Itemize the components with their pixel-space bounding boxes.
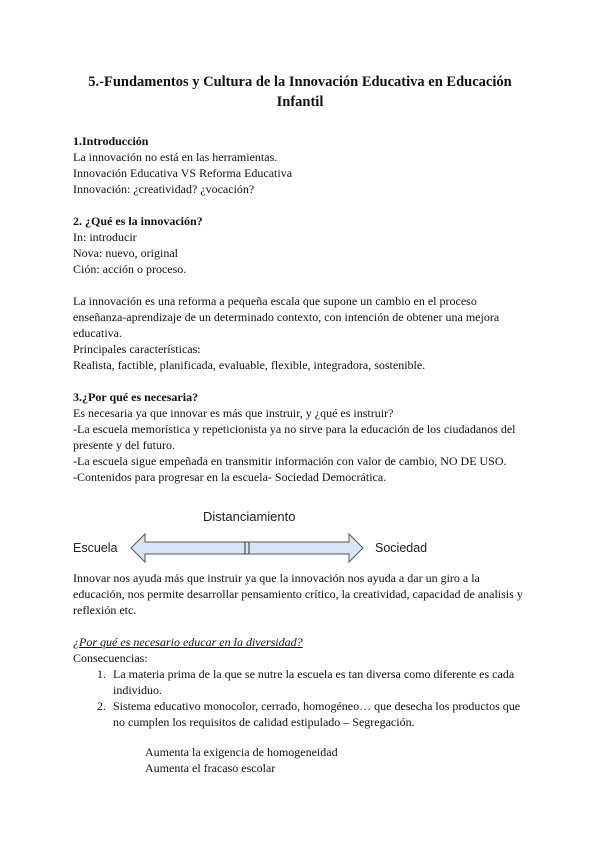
double-arrow-icon bbox=[129, 531, 365, 565]
text-line: Ción: acción o proceso. bbox=[73, 262, 187, 276]
diagram-left-label: Escuela bbox=[73, 541, 118, 555]
effect-line: Aumenta la exigencia de homogeneidad bbox=[145, 745, 338, 759]
title-line-2: Infantil bbox=[276, 94, 324, 110]
innovar-paragraph bbox=[73, 570, 533, 618]
text-line: presente y del futuro. bbox=[73, 438, 175, 452]
text-line: -La escuela memorística y repeticionista ya no sirve para la educación de los ciudadanos del bbox=[73, 422, 516, 436]
distance-diagram bbox=[73, 505, 473, 567]
consecuencias-list bbox=[73, 666, 533, 730]
section-diversidad bbox=[73, 634, 533, 730]
section-introduccion bbox=[73, 133, 533, 197]
text-line: Es necesaria ya que innovar es más que instruir, y ¿qué es instruir? bbox=[73, 406, 394, 420]
title-line-1: 5.-Fundamentos y Cultura de la Innovación Educativa en Educación bbox=[88, 74, 512, 90]
section-heading: 3.¿Por qué es necesaria? bbox=[73, 390, 199, 404]
document-title bbox=[60, 72, 540, 112]
list-item: 2. Sistema educativo monocolor, cerrado, homogéneo… que desecha los productos que no cumplen los requisitos de calidad estipulado – Segregación. bbox=[109, 698, 533, 730]
section-subheading: ¿Por qué es necesario educar en la diversidad? bbox=[73, 635, 303, 649]
section-heading: 1.Introducción bbox=[73, 134, 149, 148]
definition-paragraph bbox=[73, 293, 533, 373]
features-label: Principales características: bbox=[73, 342, 201, 356]
diagram-title: Distanciamiento bbox=[203, 509, 296, 524]
features-text: Realista, factible, planificada, evaluable, flexible, integradora, sostenible. bbox=[73, 358, 426, 372]
section-heading: 2. ¿Qué es la innovación? bbox=[73, 214, 203, 228]
text-line: -Contenidos para progresar en la escuela- Sociedad Democrática. bbox=[73, 470, 387, 484]
diagram-right-label: Sociedad bbox=[375, 541, 428, 555]
text-line: In: introducir bbox=[73, 230, 137, 244]
innovar-text: Innovar nos ayuda más que instruir ya que la innovación nos ayuda a dar un giro a la educación, nos permite desarrollar pensamiento crítico, la creatividad, capacidad de analisis y reflexión etc. bbox=[73, 571, 523, 617]
text-line: Innovación: ¿creatividad? ¿vocación? bbox=[73, 182, 255, 196]
text-line: -La escuela sigue empeñada en transmitir información con valor de cambio, NO DE USO. bbox=[73, 454, 507, 468]
effect-line: Aumenta el fracaso escolar bbox=[145, 761, 276, 775]
text-line: Innovación Educativa VS Reforma Educativa bbox=[73, 166, 293, 180]
section-por-que bbox=[73, 389, 533, 485]
text-line: La innovación no está en las herramientas. bbox=[73, 150, 278, 164]
list-item: 1. La materia prima de la que se nutre la escuela es tan diversa como diferente es cada individuo. bbox=[109, 666, 533, 698]
definition-text: La innovación es una reforma a pequeña escala que supone un cambio en el proceso enseñanza-aprendizaje de un determinado contexto, con intención de obtener una mejora educativa. bbox=[73, 294, 500, 340]
text-line: Nova: nuevo, original bbox=[73, 246, 178, 260]
consecuencias-label: Consecuencias: bbox=[73, 651, 148, 665]
effects-list bbox=[73, 744, 533, 776]
section-que-es bbox=[73, 213, 533, 277]
